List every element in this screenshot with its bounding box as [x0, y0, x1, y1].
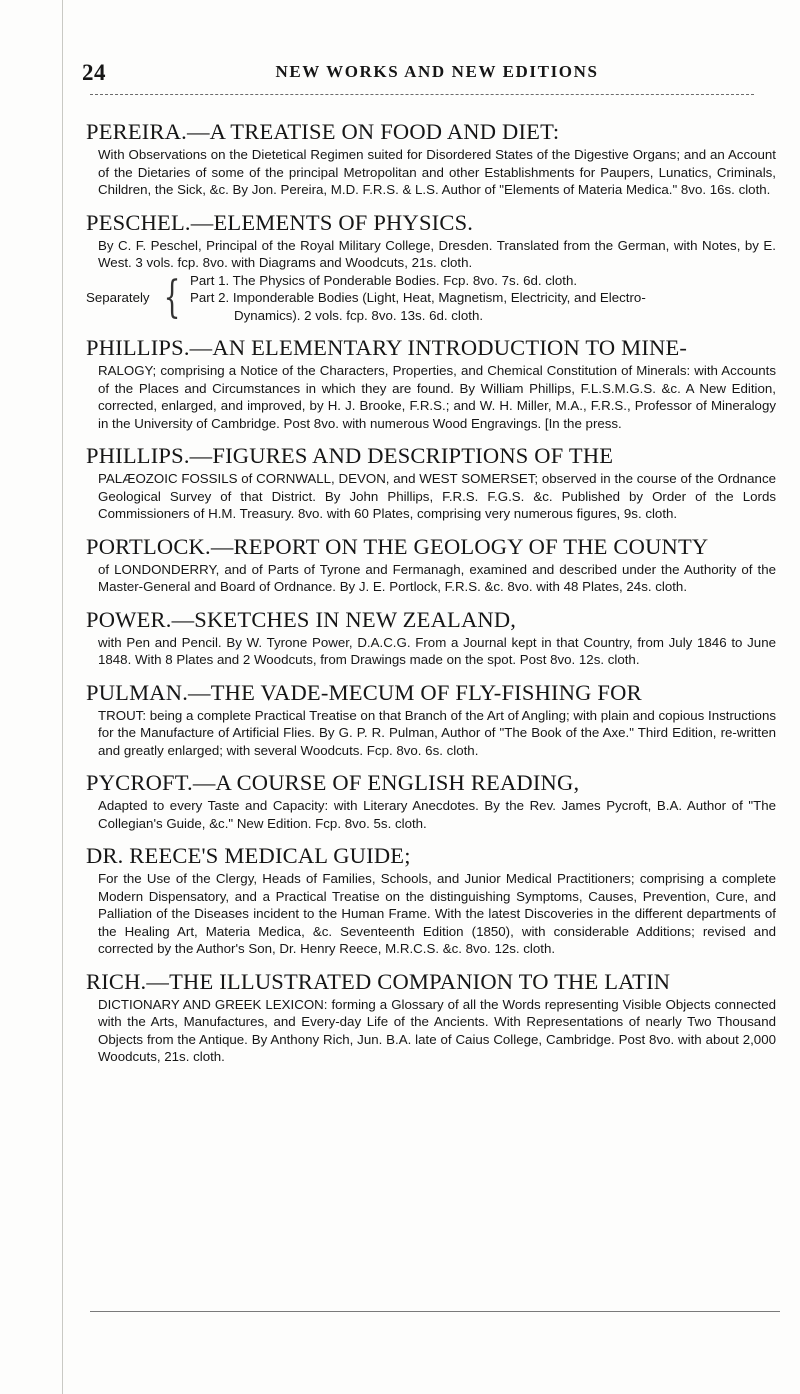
entry-title: PULMAN.—THE VADE-MECUM OF FLY-FISHING FOR — [86, 679, 642, 705]
page-number: 24 — [82, 60, 106, 85]
parts-list — [190, 272, 776, 325]
footer-rule — [90, 1311, 780, 1312]
entry-title: PESCHEL.—ELEMENTS OF PHYSICS. — [86, 209, 474, 235]
entry-title: PORTLOCK.—REPORT ON THE GEOLOGY OF THE COUNTY — [86, 533, 709, 559]
entry-title: PYCROFT.—A COURSE OF ENGLISH READING, — [86, 770, 580, 795]
part-item: Part 1. The Physics of Ponderable Bodies. Fcp. 8vo. 7s. 6d. cloth. — [190, 272, 578, 288]
catalogue-entry — [86, 968, 776, 1066]
page-header — [82, 56, 792, 88]
separately-label: Separately — [86, 290, 150, 305]
entry-description: with Pen and Pencil. By W. Tyrone Power, D.A.C.G. From a Journal kept in that Country, from July 1846 to June 1848. With 8 Plates and 2 Woodcuts, from Drawings made on the spot. Post 8vo. 12s. cloth. — [98, 634, 776, 667]
catalogue-entry — [86, 442, 776, 523]
entry-title: RICH.—THE ILLUSTRATED COMPANION TO THE LATIN — [86, 968, 671, 994]
entry-description: RALOGY; comprising a Notice of the Characters, Properties, and Chemical Constitution of Minerals: with Accounts of the Places and Circumstances in which they are found. By William Phillips, F.L.S.M.G.S. &c. A New Edition, corrected, enlarged, and improved, by H. J. Brooke, F.R.S.; and W. H. Miller, M.A., F.R.S., Professor of Mineralogy in the University of Cambridge. Post 8vo. with numerous Wood Engravings. [In the press. — [98, 363, 776, 431]
part-item-continued: Dynamics). 2 vols. fcp. 8vo. 13s. 6d. cloth. — [234, 307, 484, 323]
header-rule — [90, 94, 754, 95]
entry-description: By C. F. Peschel, Principal of the Royal Military College, Dresden. Translated from the German, with Notes, by E. West. 3 vols. fcp. 8vo. with Diagrams and Woodcuts, 21s. cloth. — [98, 237, 776, 270]
entry-description: Adapted to every Taste and Capacity: with Literary Anecdotes. By the Rev. James Pycroft, B.A. Author of "The Collegian's Guide, &c." New Edition. Fcp. 8vo. 5s. cloth. — [98, 798, 776, 831]
catalogue-entry — [86, 606, 776, 669]
entry-description: of LONDONDERRY, and of Parts of Tyrone and Fermanagh, examined and described under the Authority of the Master-General and Board of Ordnance. By J. E. Portlock, F.R.S. &c. 8vo. with 48 Plates, 24s. cloth. — [98, 561, 776, 594]
running-head: NEW WORKS AND NEW EDITIONS — [275, 62, 599, 81]
part-item: Part 2. Imponderable Bodies (Light, Heat, Magnetism, Electricity, and Electro- — [190, 290, 646, 305]
entry-title: PEREIRA.—A TREATISE ON FOOD AND DIET: — [86, 119, 560, 144]
entry-title: PHILLIPS.—FIGURES AND DESCRIPTIONS OF THE — [86, 443, 614, 468]
entry-description: PALÆOZOIC FOSSILS of CORNWALL, DEVON, and WEST SOMERSET; observed in the course of the Ordnance Geological Survey of that District. By John Phillips, F.R.S. F.G.S. &c. Published by Order of the Lords Commissioners of H.M. Treasury. 8vo. with 60 Plates, comprising very numerous figures, 9s. cloth. — [98, 471, 776, 521]
catalogue-entries — [86, 118, 776, 1076]
catalogue-entry — [86, 118, 776, 199]
separately-block — [86, 272, 776, 325]
entry-title: PHILLIPS.—AN ELEMENTARY INTRODUCTION TO MINE- — [86, 335, 688, 360]
entry-title: DR. REECE'S MEDICAL GUIDE; — [86, 843, 411, 868]
page-edge-line — [62, 0, 63, 1394]
entry-title: POWER.—SKETCHES IN NEW ZEALAND, — [86, 606, 517, 632]
entry-description: For the Use of the Clergy, Heads of Families, Schools, and Junior Medical Practitioners; comprising a complete Modern Dispensatory, and a Practical Treatise on the distinguishing Symptoms, Causes, Prevention, Cure, and Palliation of the Diseases incident to the Human Frame. With the latest Discoveries in the different departments of the Healing Art, Materia Medica, &c. Seventeenth Edition (1850), with considerable Additions; revised and corrected by the Author's Son, Dr. Henry Reece, M.R.C.S. &c. 8vo. 12s. cloth. — [98, 871, 776, 956]
brace-glyph: { — [163, 271, 181, 323]
catalogue-entry — [86, 679, 776, 760]
entry-description: TROUT: being a complete Practical Treatise on that Branch of the Art of Angling; with plain and copious Instructions for the Manufacture of Artificial Flies. By G. P. R. Pulman, Author of "The Book of the Axe." Third Edition, re-written and greatly enlarged; with several Woodcuts. Fcp. 8vo. 6s. cloth. — [98, 707, 776, 758]
entry-description: DICTIONARY AND GREEK LEXICON: forming a Glossary of all the Words representing Visible Objects connected with the Arts, Manufactures, and Every-day Life of the Ancients. With Representations of nearly Two Thousand Objects from the Antique. By Anthony Rich, Jun. B.A. late of Caius College, Cambridge. Post 8vo. with about 2,000 Woodcuts, 21s. cloth. — [98, 996, 776, 1064]
catalogue-entry — [86, 334, 776, 432]
entry-description: With Observations on the Dietetical Regimen suited for Disordered States of the Digestive Organs; and an Account of the Dietaries of some of the principal Metropolitan and other Establishments for Paupers, Lunatics, Criminals, Children, the Sick, &c. By Jon. Pereira, M.D. F.R.S. & L.S. Author of "Elements of Materia Medica." 8vo. 16s. cloth. — [98, 147, 776, 197]
catalogue-entry — [86, 209, 776, 325]
catalogue-entry — [86, 533, 776, 596]
catalogue-entry — [86, 842, 776, 958]
catalogue-entry — [86, 769, 776, 832]
